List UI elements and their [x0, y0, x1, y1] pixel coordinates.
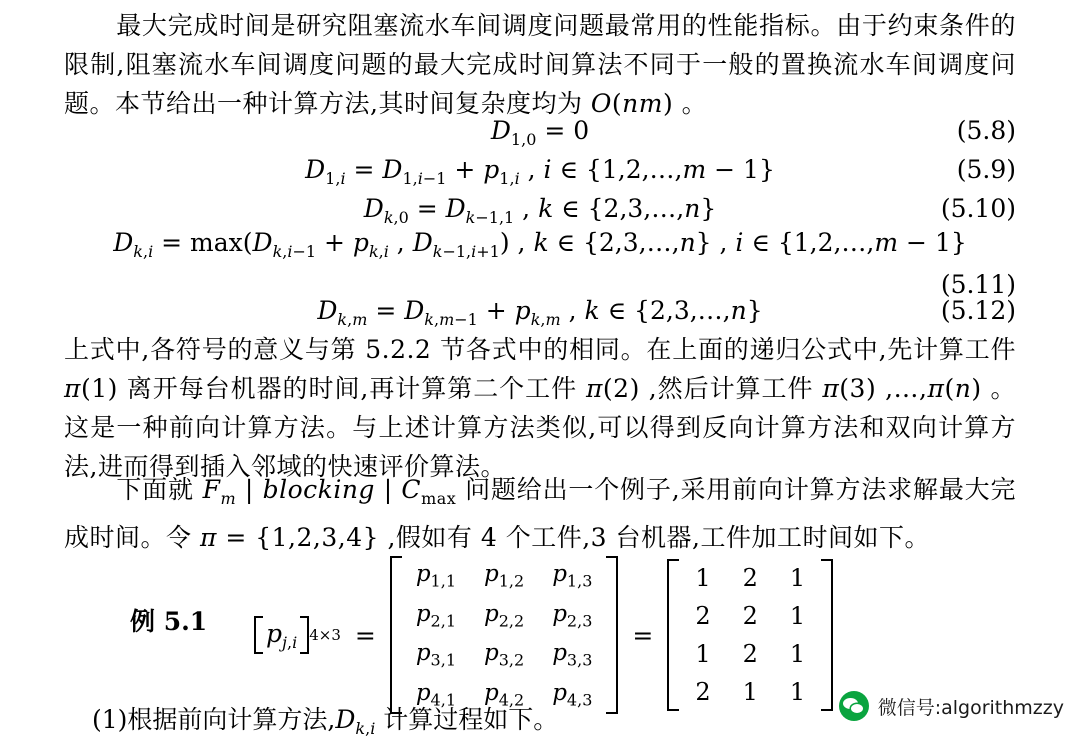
matrix-cell: $p_{3,2}$ [484, 640, 525, 670]
equation-5-11-body: $D_{k,i} = \max(D_{k,i-1} + p_{k,i}$ , $D_{k-1,i+1}$) , k ∈ {2,3,…,n} , i ∈ {1,2,…,m − 1} [113, 228, 967, 261]
bottom-paragraph: (1)根据前向计算方法$,D_{k,i}$ 计算过程如下。 [92, 705, 559, 738]
matrix-cell: $p_{2,3}$ [552, 600, 593, 631]
paragraph-2 [64, 330, 1016, 486]
paragraph-3 [64, 470, 1016, 557]
matrix-value-cell: 2 [742, 602, 758, 631]
watermark [839, 691, 1064, 721]
equation-5-10-body: $D_{k,0} = D_{k-1,1}$ , k ∈ {2,3,…,n} [363, 194, 717, 227]
matrix-value-cell: 1 [695, 640, 711, 669]
paragraph-1 [64, 6, 1016, 123]
table-row [679, 597, 821, 635]
equation-5-12-body: $D_{k,m} = D_{k,m-1} + p_{k,m}$ , k ∈ {2,3,…,n} [317, 296, 763, 329]
equation-5-12 [64, 296, 1016, 332]
example-label: 例 5.1 [130, 607, 208, 636]
matrix-cell: $p_{4,3}$ [552, 679, 593, 710]
equals-sign-2: = [632, 620, 654, 650]
matrix-value-cell: 2 [695, 602, 711, 631]
matrix-value-cell: 1 [789, 602, 806, 631]
matrix-value-cell: 1 [789, 640, 806, 669]
matrix-symbol-left: $p_{j,i}$ 4×3 [254, 616, 341, 654]
matrix-dimension: 4×3 [309, 626, 341, 645]
equation-5-9-number: (5.9) [956, 155, 1016, 184]
equals-sign-1: = [354, 620, 376, 650]
matrix-cell: $p_{3,3}$ [552, 640, 593, 670]
table-row [402, 635, 607, 675]
matrix-symbols [390, 556, 619, 714]
paragraph-1-text [64, 6, 1016, 123]
equation-5-8-number: (5.8) [956, 116, 1016, 145]
table-row [402, 596, 607, 636]
table-row [402, 556, 607, 596]
matrix-cell: $p_{1,2}$ [484, 561, 525, 591]
matrix-cell: $p_{1,3}$ [552, 561, 593, 591]
equation-5-10-number: (5.10) [940, 194, 1016, 223]
table-row [679, 635, 821, 673]
matrix-equation [254, 556, 833, 714]
equation-5-8 [64, 116, 1016, 152]
matrix-value-cell: 1 [695, 564, 711, 593]
paragraph-3-text: 下面就 $F_m$ | blocking | $C_{max}$ 问题给出一个例子,采用前向计算方法求解最大完成时间。令 π = {1,2,3,4} ,假如有 4 个工件,3 台机器,工件加工时间如下。 [64, 475, 1016, 552]
matrix-value-cell: 1 [742, 678, 758, 707]
paragraph-2-text: 上式中,各符号的意义与第 5.2.2 节各式中的相同。在上面的递归公式中,先计算工件 π(1) 离开每台机器的时间,再计算第二个工件 π(2) ,然后计算工件 π(3) ,…,π(n) 。这是一种前向计算方法。与上述计算方法类似,可以得到反向计算方法和双向计算方法,进而得到插入邻域的快速评价算法。 [64, 335, 1016, 481]
equation-5-8-body: $D_{1,0} = 0$ [490, 116, 590, 149]
matrix-cell: $p_{3,1}$ [415, 640, 456, 670]
matrix-values [667, 559, 833, 711]
matrix-value-cell: 2 [742, 564, 758, 593]
watermark-text: 微信号:algorithmzzy [877, 696, 1064, 719]
equation-5-9-body: $D_{1,i} = D_{1,i-1} + p_{1,i}$ , i ∈ {1,2,…,m − 1} [305, 155, 775, 188]
matrix-value-cell: 1 [789, 678, 806, 707]
table-row [679, 559, 821, 597]
matrix-value-cell: 2 [742, 640, 758, 669]
matrix-value-cell: 1 [789, 564, 806, 593]
matrix-value-cell: 2 [695, 678, 711, 707]
matrix-cell: $p_{2,2}$ [484, 600, 525, 631]
matrix-cell: $p_{2,1}$ [415, 600, 456, 631]
matrix-cell: $p_{4,1}$ [415, 679, 456, 710]
wechat-icon [839, 691, 869, 721]
equation-5-11 [64, 228, 1016, 298]
matrix-symbol-table [402, 556, 607, 714]
example-5-1 [64, 556, 1016, 710]
equation-5-11-number: (5.11) [940, 270, 1016, 299]
equation-5-12-number: (5.12) [940, 296, 1016, 325]
equation-5-9 [64, 155, 1016, 191]
equation-5-10 [64, 194, 1016, 230]
paragraph-1-body: 最大完成时间是研究阻塞流水车间调度问题最常用的性能指标。由于约束条件的限制,阻塞流水车间调度问题的最大完成时间算法不同于一般的置换流水车间调度问题。本节给出一种计算方法,其时间复杂度均为 O(nm) 。 [64, 11, 1016, 118]
matrix-value-table [679, 559, 821, 711]
matrix-cell: $p_{1,1}$ [415, 561, 456, 591]
matrix-cell: $p_{4,2}$ [484, 679, 525, 710]
